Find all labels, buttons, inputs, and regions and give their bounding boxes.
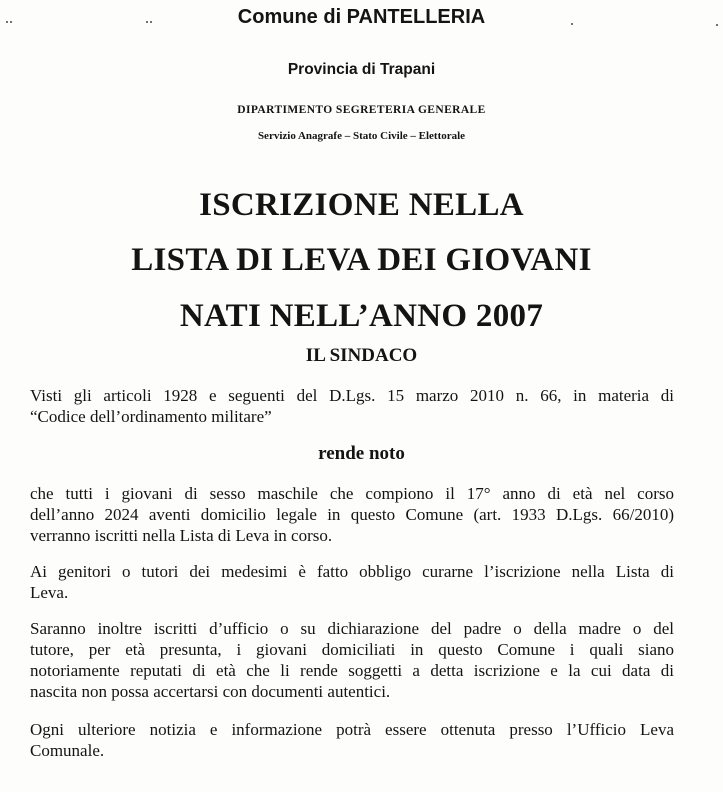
paragraph-line: Visti gli articoli 1928 e seguenti del D.Lgs. 15 marzo 2010 n. 66, in materia di	[30, 386, 674, 405]
paragraph-line: Saranno inoltre iscritti d’ufficio o su dichiarazione del padre o della madre o del	[30, 619, 674, 638]
rende-noto-heading: rende noto	[318, 443, 405, 464]
paragraph-ogni	[30, 719, 674, 761]
service-name: Servizio Anagrafe – Stato Civile – Elettorale	[257, 130, 466, 142]
paragraph-line: verranno iscritti nella Lista di Leva in corso.	[30, 526, 333, 545]
province-name: Provincia di Trapani	[287, 61, 436, 78]
municipality-name: Comune di PANTELLERIA	[237, 6, 486, 28]
mayor-heading: IL SINDACO	[305, 345, 418, 366]
paragraph-che-tutti	[30, 483, 674, 546]
paragraph-line: nascita non possa accertarsi con documenti autentici.	[30, 682, 391, 701]
department-name: DIPARTIMENTO SEGRETERIA GENERALE	[237, 104, 486, 116]
paragraph-visti	[30, 385, 674, 427]
paragraph-line: tutore, per età presunta, i giovani domiciliati in questo Comune i quali siano	[30, 640, 674, 659]
notice-title-line-3: NATI NELL’ANNO 2007	[179, 298, 544, 334]
paragraph-line: che tutti i giovani di sesso maschile che compiono il 17° anno di età nel corso	[30, 484, 674, 503]
paragraph-line: Ai genitori o tutori dei medesimi è fatto obbligo curarne l’iscrizione nella Lista di	[30, 562, 674, 581]
paragraph-line: Leva.	[30, 583, 69, 602]
paragraph-saranno	[30, 618, 674, 702]
paragraph-line: Comunale.	[30, 741, 105, 760]
notice-title-line-1: ISCRIZIONE NELLA	[199, 187, 524, 223]
paragraph-ai-genitori	[30, 561, 674, 603]
paragraph-line: notoriamente reputati di età che li rende soggetti a detta iscrizione e la cui data di	[30, 661, 674, 680]
paragraph-line: “Codice dell’ordinamento militare”	[30, 407, 272, 426]
notice-title-line-2: LISTA DI LEVA DEI GIOVANI	[131, 242, 592, 278]
paragraph-line: Ogni ulteriore notizia e informazione potrà essere ottenuta presso l’Ufficio Leva	[30, 720, 674, 739]
paragraph-line: dell’anno 2024 aventi domicilio legale in questo Comune (art. 1933 D.Lgs. 66/2010)	[30, 505, 674, 524]
